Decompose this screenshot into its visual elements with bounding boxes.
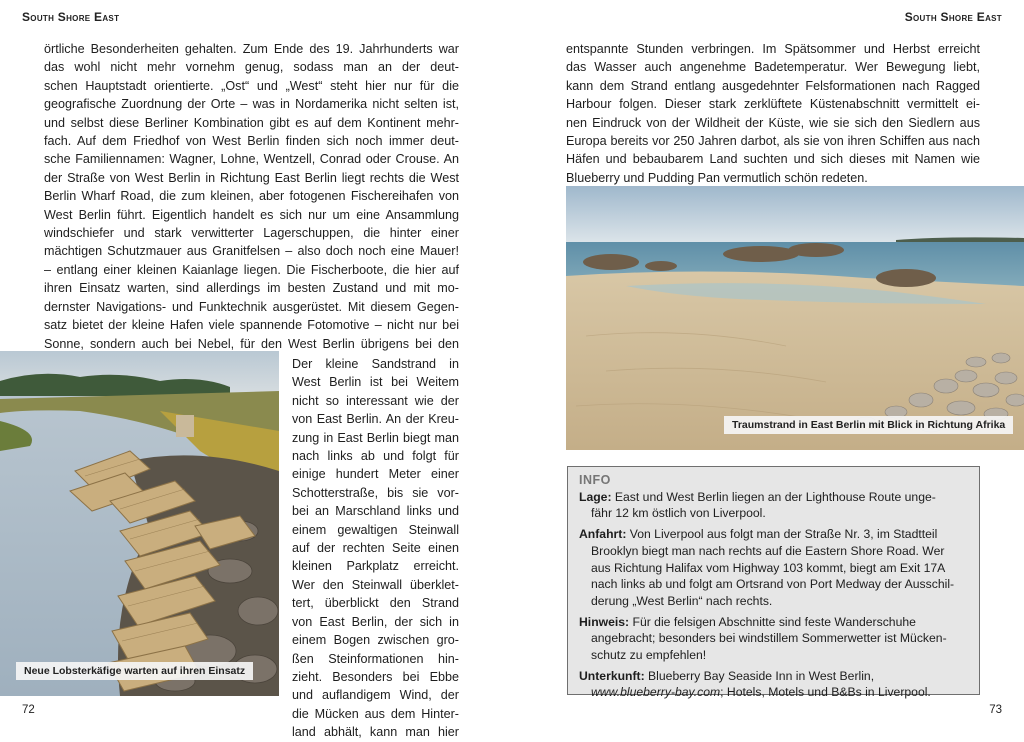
left-column-text-line: Schotterstraße, bis sie vor- bbox=[292, 485, 459, 500]
left-column-text-line: Der kleine Sandstrand in bbox=[292, 357, 459, 371]
info-text-unterkunft-2: ; Hotels, Motels und B&Bs in Liverpool. bbox=[720, 685, 931, 700]
left-top-text-line: ihren Einsatz warten, sind allerdings im besten Zustand und mit mo- bbox=[44, 281, 459, 296]
left-top-text-line: West Berlin führt. Eigentlich handelt es sich nur um eine Ansammlung bbox=[44, 207, 459, 222]
left-column-text-line: einem gewaltigen Steinwall bbox=[292, 522, 459, 537]
left-column-text-line: ßen Steinformationen hin- bbox=[292, 651, 459, 666]
left-column-text-line: und auflandigem Wind, der bbox=[292, 688, 459, 703]
left-top-text-line: und selbst diese Berliner Kombination gibt es auf dem Kontinent mehr- bbox=[44, 115, 459, 130]
lobster-traps-photo bbox=[0, 351, 279, 696]
left-top-text-line: schen Hauptstadt orientierte. „Ost“ und „West“ steht hier nur für die bbox=[44, 78, 459, 93]
left-column-text-line: Wer den Steinwall überklet- bbox=[292, 577, 459, 592]
left-column-text-line: zung in East Berlin biegt man bbox=[292, 430, 459, 445]
right-top-text-line: entspannte Stunden verbringen. Im Spätsommer und Herbst erreicht bbox=[566, 42, 980, 56]
info-text-anfahrt-4: nach links ab und folgt am Ortsrand von Port Medway der Ausschil- bbox=[591, 577, 955, 592]
info-entry-hinweis bbox=[579, 614, 968, 664]
info-website-link[interactable]: www.blueberry-bay.com bbox=[591, 685, 721, 700]
lobster-photo-caption: Neue Lobsterkäfige warten auf ihren Einsatz bbox=[16, 662, 253, 680]
info-text-anfahrt-3: aus Richtung Halifax vom Highway 103 kommt, biegt am Exit 17A bbox=[591, 560, 946, 575]
left-column-text-line: einige hundert Meter einer bbox=[292, 467, 459, 482]
left-column-text-line: land abhält, kann man hier bbox=[292, 725, 459, 740]
left-top-text-line: örtliche Besonderheiten gehalten. Zum Ende des 19. Jahrhunderts war bbox=[44, 42, 459, 56]
left-top-text-line: das wohl nicht mehr vornehm genug, sodass man an der deut- bbox=[44, 60, 459, 75]
info-box-title: INFO bbox=[579, 473, 611, 487]
left-top-text-line: der Straße von West Berlin in Richtung East Berlin liegt rechts die West bbox=[44, 170, 459, 185]
info-label-hinweis: Hinweis: bbox=[579, 614, 630, 629]
left-column-text-line: West Berlin ist bei Weitem bbox=[292, 375, 459, 390]
lobster-traps-image bbox=[0, 351, 279, 696]
left-top-text-line: geografische Zuordnung der Orte – was in Nordamerika nicht selten ist, bbox=[44, 97, 459, 112]
info-text-hinweis-3: schutz zu empfehlen! bbox=[591, 648, 707, 663]
left-top-text-line: windschiefer und stark verwitterter Lagerschuppen, die hinter einer bbox=[44, 226, 459, 241]
info-text-anfahrt-2: Brooklyn biegt man nach rechts auf die Eastern Shore Road. Wer bbox=[591, 543, 945, 558]
info-label-unterkunft: Unterkunft: bbox=[579, 668, 645, 683]
left-column-text-line: nach links ab und folgt für bbox=[292, 449, 459, 464]
info-text-lage-2: fähr 12 km östlich von Liverpool. bbox=[591, 506, 766, 521]
left-column-text-line: von East Berlin, der sich in bbox=[292, 614, 459, 629]
left-column-text-line: kleinen Parkplatz erreicht. bbox=[292, 559, 459, 574]
right-top-text-line: Europa bereits vor 250 Jahren darbot, als sie von ihren Schiffen aus nach bbox=[566, 134, 980, 149]
info-text-anfahrt-1: Von Liverpool aus folgt man der Straße Nr. 3, im Stadtteil bbox=[626, 527, 938, 542]
info-label-lage: Lage: bbox=[579, 489, 612, 504]
right-top-text-line: kann dem Strand entlang ausgedehnter Felsformationen nach Ragged bbox=[566, 78, 980, 93]
left-column-text-line: nicht so interessant wie der bbox=[292, 393, 459, 408]
left-top-text-line: Berlin Wharf Road, die zum kleinen, aber fotogenen Fischereihafen von bbox=[44, 189, 459, 204]
page-number-right: 73 bbox=[989, 704, 1002, 716]
info-label-anfahrt: Anfahrt: bbox=[579, 527, 627, 542]
running-head-right: South Shore East bbox=[904, 10, 1002, 24]
info-entry-unterkunft bbox=[579, 668, 968, 701]
beach-photo bbox=[566, 186, 1024, 450]
info-text-lage-1: East und West Berlin liegen an der Lighthouse Route unge- bbox=[611, 489, 936, 504]
info-entry-anfahrt bbox=[579, 526, 968, 610]
right-page-top-text bbox=[566, 40, 980, 187]
info-box bbox=[567, 466, 980, 700]
left-top-text-line: satz bietet der kleine Hafen viele spannende Fotomotive – nicht nur bei bbox=[44, 318, 459, 333]
left-top-text-line: sche Familiennamen: Wagner, Lohne, Wentzell, Conrad oder Crouse. An bbox=[44, 152, 459, 167]
left-column-text-line: einem Bogen zwischen gro- bbox=[292, 633, 459, 648]
left-top-text-line: mächtigen Schutzmauer aus Granitfelsen – also doch noch eine Mauer! bbox=[44, 244, 459, 259]
left-column-text-line: auf der rechten Seite einen bbox=[292, 541, 459, 556]
left-column-text-line: von East Berlin. An der Kreu- bbox=[292, 412, 459, 427]
left-page-top-text bbox=[44, 40, 459, 371]
right-top-text-line: Blueberry und Pudding Pan vermutlich schön redeten. bbox=[566, 170, 868, 185]
right-top-text-line: das Wasser auch angenehme Badetemperatur. Wer Bewegung liebt, bbox=[566, 60, 980, 75]
left-column-text-line: bei an Marschland links und bbox=[292, 504, 459, 519]
info-text-hinweis-2: angebracht; besonders bei windstillem Sommerwetter ist Mücken- bbox=[591, 631, 947, 646]
left-top-text-line: fach. Auf dem Friedhof von West Berlin finden sich noch immer deut- bbox=[44, 134, 459, 149]
page-number-left: 72 bbox=[22, 704, 35, 716]
left-column-text-line: zieht. Besonders bei Ebbe bbox=[292, 669, 459, 684]
running-head-left: South Shore East bbox=[22, 10, 120, 24]
left-column-text-line: die Mücken aus dem Hinter- bbox=[292, 706, 459, 721]
left-page bbox=[0, 0, 512, 740]
left-page-column-text bbox=[292, 355, 459, 742]
left-top-text-line: Sonne, sondern auch bei Nebel, für den West Berlin übrigens bei den bbox=[44, 336, 459, 351]
right-top-text-line: nen Eindruck von der Wildheit der Küste, wie sie sich den Siedlern aus bbox=[566, 115, 980, 130]
beach-image bbox=[566, 186, 1024, 450]
beach-photo-caption: Traumstrand in East Berlin mit Blick in Richtung Afrika bbox=[724, 416, 1013, 434]
info-text-unterkunft-1: Blueberry Bay Seaside Inn in West Berlin, bbox=[644, 668, 875, 683]
left-column-text-line: tert, überblickt den Strand bbox=[292, 596, 459, 611]
right-top-text-line: Harbour folgen. Dieser stark zerklüftete Küstenabschnitt vermittelt ei- bbox=[566, 97, 980, 112]
right-top-text-line: Häfen und bebaubarem Land suchten und sich dieses mit Namen wie bbox=[566, 152, 980, 167]
info-text-anfahrt-5: derung „West Berlin“ nach rechts. bbox=[591, 593, 773, 608]
left-top-text-line: – entlang einer kleinen Kaianlage liegen. Die Fischerboote, die hier auf bbox=[44, 262, 459, 277]
info-entry-lage bbox=[579, 489, 968, 522]
left-top-text-line: dernster Navigations- und Funktechnik ausgerüstet. Mit diesem Gegen- bbox=[44, 299, 459, 314]
info-text-hinweis-1: Für die felsigen Abschnitte sind feste Wanderschuhe bbox=[629, 614, 916, 629]
